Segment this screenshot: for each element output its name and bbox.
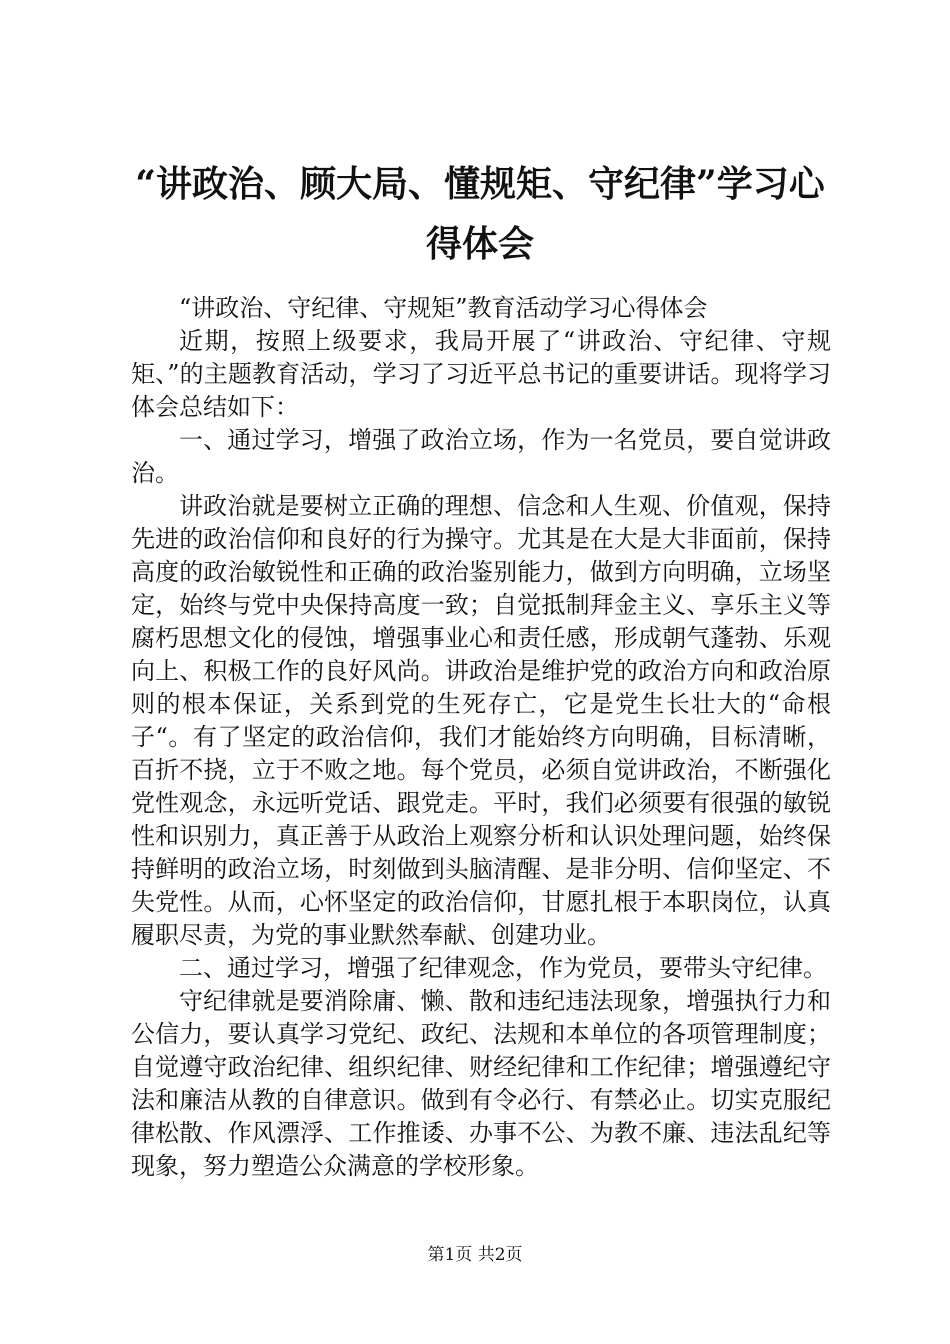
paragraph-body-2: 守纪律就是要消除庸、懒、散和违纪违法现象，增强执行力和公信力，要认真学习党纪、政纪、法规和本单位的各项管理制度；自觉遵守政治纪律、组织纪律、财经纪律和工作纪律；增强遵纪守法和廉洁从教的自律意识。做到有令必行、有禁必止。切实克服纪律松散、作风漂浮、工作推诿、办事不公、为教不廉、违法乱纪等现象，努力塑造公众满意的学校形象。 <box>131 987 831 1180</box>
paragraph-subtitle: “讲政治、守纪律、守规矩”教育活动学习心得体会 <box>179 294 708 322</box>
paragraph-heading-1: 一、通过学习，增强了政治立场，作为一名党员，要自觉讲政治。 <box>131 426 831 487</box>
paragraph-body-1: 讲政治就是要树立正确的理想、信念和人生观、价值观，保持先进的政治信仰和良好的行为操守。尤其是在大是大非面前，保持高度的政治敏锐性和正确的政治鉴别能力，做到方向明确，立场坚定，始终与党中央保持高度一致；自觉抵制拜金主义、享乐主义等腐朽思想文化的侵蚀，增强事业心和责任感，形成朝气蓬勃、乐观向上、积极工作的良好风尚。讲政治是维护党的政治方向和政治原则的根本保证，关系到党的生死存亡，它是党生长壮大的“命根子“。有了坚定的政治信仰，我们才能始终方向明确，目标清晰，百折不挠，立于不败之地。每个党员，必须自觉讲政治，不断强化党性观念，永远听党话、跟党走。平时，我们必须要有很强的敏锐性和识别力，真正善于从政治上观察分析和认识处理问题，始终保持鲜明的政治立场，时刻做到头脑清醒、是非分明、信仰坚定、不失党性。从而，心怀坚定的政治信仰，甘愿扎根于本职岗位，认真履职尽责，为党的事业默然奉献、创建功业。 <box>131 492 831 949</box>
page-number-footer: 第1页 共2页 <box>427 1245 523 1265</box>
paragraph-heading-2: 二、通过学习，增强了纪律观念，作为党员，要带头守纪律。 <box>179 954 827 982</box>
paragraph-intro: 近期，按照上级要求，我局开展了“讲政治、守纪律、守规矩、”的主题教育活动，学习了习近平总书记的重要讲话。现将学习体会总结如下： <box>131 327 831 421</box>
document-body <box>131 292 831 1183</box>
document-title-line2: 得体会 <box>425 223 534 265</box>
document-title-line1: “讲政治、顾大局、懂规矩、守纪律”学习心 <box>135 163 825 205</box>
